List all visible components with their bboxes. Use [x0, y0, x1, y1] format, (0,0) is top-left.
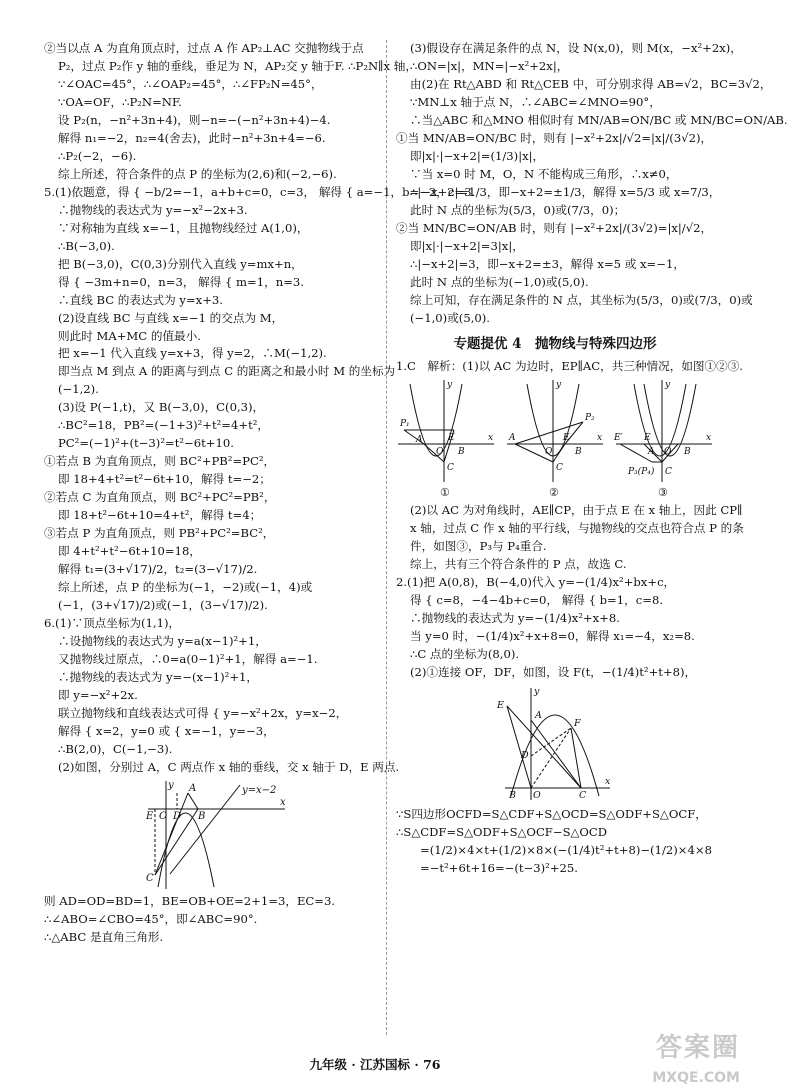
text-line: ∴B(2,0)，C(−1,−3).	[58, 741, 173, 756]
text-line: 6.(1)∵顶点坐标为(1,1)，	[44, 616, 181, 630]
fig2b-label: x	[605, 776, 611, 788]
text-line: (2)①连接 OF，DF，如图，设 F(t，−(1/4)t²+t+8)，	[410, 665, 697, 680]
fig3-label: y	[665, 380, 671, 391]
text-line: (2)以 AC 为对角线时，AE∥CP，由于点 E 在 x 轴上，因此 CP∥	[410, 503, 743, 518]
fig6-label: y	[168, 779, 174, 791]
text-line: 件，如图③，P₃与 P₄重合.	[410, 539, 547, 554]
text-line: ∵OA=OF，∴P₂N=NF.	[58, 94, 182, 109]
fig6-label: C	[146, 872, 154, 884]
text-line: x 轴，过点 C 作 x 轴的平行线，与抛物线的交点也符合点 P 的条	[410, 521, 744, 536]
fig6-label: y=x−2	[242, 784, 277, 796]
fig3-caption: ③	[658, 486, 668, 500]
text-line: 则此时 MA+MC 的值最小.	[58, 328, 201, 343]
section-heading: 专题提优 4 抛物线与特殊四边形	[453, 335, 657, 352]
fig2b-label: y	[534, 686, 540, 698]
fig3-label: O	[664, 447, 672, 458]
text-line: ∴直线 BC 的表达式为 y=x+3.	[58, 292, 223, 307]
fig3-label: E′	[614, 433, 623, 444]
text-line: (2)设直线 BC 与直线 x=−1 的交点为 M，	[58, 310, 284, 325]
text-line: ∵对称轴为直线 x=−1，且抛物线经过 A(1,0)，	[58, 220, 309, 235]
fig2b-label: O	[533, 790, 541, 802]
right-column	[396, 40, 788, 878]
text-line: 1.C 解析：(1)以 AC 为边时，EP∥AC，共三种情况，如图①②③.	[396, 359, 743, 374]
text-line: 即 18+4+t²=t²−6t+10，解得 t=−2；	[58, 472, 271, 487]
fig3-label: C	[665, 467, 672, 478]
fig1-label: P₁	[400, 419, 410, 430]
fig1-label: C	[447, 463, 454, 474]
text-line: (−1,0)或(5,0).	[410, 310, 490, 325]
text-line: ③若点 P 为直角顶点，则 PB²+PC²=BC²，	[44, 526, 275, 541]
fig2-label: x	[597, 433, 603, 444]
text-line: ∴抛物线的表达式为 y=−(1/4)x²+x+8.	[410, 611, 620, 626]
watermark-url: MXQE.COM	[652, 1070, 740, 1087]
fig1-label: x	[488, 433, 494, 444]
text-line: ∵MN⊥x 轴于点 N，∴∠ABC=∠MNO=90°，	[410, 94, 661, 109]
fig1-label: y	[447, 380, 453, 391]
fig1-label: B	[458, 447, 465, 458]
right-top-lines	[396, 40, 788, 328]
text-line: ②当以点 A 为直角顶点时，过点 A 作 AP₂⊥AC 交抛物线于点	[44, 41, 364, 55]
text-line: (−1,2).	[58, 382, 99, 397]
fig1-label: A	[416, 435, 423, 446]
figure-problem2	[495, 684, 615, 804]
fig2b-label: D	[521, 750, 529, 762]
text-line: =−t²+6t+16=−(t−3)²+25.	[420, 860, 578, 875]
text-line: 综上所述，点 P 的坐标为(−1，−2)或(−1，4)或	[58, 580, 313, 595]
fig6-label: O	[159, 810, 168, 822]
figure-problem6	[140, 779, 290, 891]
text-line: ②当 MN/BC=ON/AB 时，则有 |−x²+2x|/(3√2)=|x|/√2，	[396, 220, 713, 235]
text-line: ①当 MN/AB=ON/BC 时，则有 |−x²+2x|/√2=|x|/(3√2)，	[396, 130, 713, 145]
text-line: 5.(1)依题意，得 { −b/2=−1，a+b+c=0，c=3， 解得 { a=−1，b=−2，c=3.	[44, 184, 476, 199]
text-line: 得 { −3m+n=0，n=3， 解得 { m=1，n=3.	[58, 274, 304, 289]
right-mid-lines-2	[396, 502, 744, 682]
text-line: ∴BC²=18，PB²=(−1+3)²+t²=4+t²，	[58, 418, 269, 433]
text-line: 联立抛物线和直线表达式可得 { y=−x²+2x，y=x−2，	[58, 705, 348, 720]
text-line: 又抛物线过原点，∴0=a(0−1)²+1，解得 a=−1.	[58, 651, 318, 666]
text-line: ∴ON=|x|，MN=|−x²+2x|，	[410, 58, 569, 73]
fig6-label: B	[198, 810, 206, 822]
text-line: 设 P₂(n，−n²+3n+4)，则−n=−(−n²+3n+4)−4.	[58, 112, 331, 127]
text-line: 则 AD=OD=BD=1，BE=OB+OE=2+1=3，EC=3.	[44, 893, 336, 908]
figure-row-1-2-3	[396, 378, 714, 500]
text-line: 即当点 M 到点 A 的距离与到点 C 的距离之和最小时 M 的坐标为	[58, 364, 396, 379]
text-line: =(1/2)×4×t+(1/2)×8×(−(1/4)t²+t+8)−(1/2)×4×8	[420, 843, 712, 858]
fig3-label: B	[684, 447, 691, 458]
fig6-label: E	[146, 810, 154, 822]
fig2-label: C	[556, 463, 563, 474]
fig2-label: O	[545, 447, 553, 458]
text-line: ∴设抛物线的表达式为 y=a(x−1)²+1，	[58, 633, 267, 648]
fig2b-label: F	[574, 718, 581, 730]
text-line: 2.(1)把 A(0,8)，B(−4,0)代入 y=−(1/4)x²+bx+c，	[396, 575, 676, 590]
fig2-label: B	[575, 447, 582, 458]
text-line: 此时 N 点的坐标为(5/3，0)或(7/3，0)；	[410, 202, 626, 217]
left-tail-lines	[44, 893, 386, 947]
text-line: ∴S△CDF=S△ODF+S△OCF−S△OCD	[396, 825, 608, 840]
figure-2	[505, 378, 605, 500]
figure-1	[396, 378, 496, 500]
fig1-label: O	[436, 447, 444, 458]
text-line: 解得 n₁=−2，n₂=4(舍去)，此时−n²+3n+4=−6.	[58, 130, 326, 145]
text-line: 把 B(−3,0)，C(0,3)分别代入直线 y=mx+n，	[58, 256, 303, 271]
text-line: ∴当△ABC 和△MNO 相似时有 MN/AB=ON/BC 或 MN/BC=ON/AB.	[410, 112, 788, 127]
fig6-label: x	[280, 796, 286, 808]
text-line: 由(2)在 Rt△ABD 和 Rt△CEB 中，可分别求得 AB=√2，BC=3√2，	[410, 76, 772, 91]
page-footer: 九年级 · 江苏国标 · 76	[309, 1057, 441, 1072]
text-line: ∴∠ABO=∠CBO=45°，即∠ABC=90°.	[44, 911, 258, 926]
text-line: ∴抛物线的表达式为 y=−(x−1)²+1，	[58, 669, 259, 684]
text-line: 即 18+t²−6t+10=4+t²，解得 t=4；	[58, 508, 262, 523]
fig2b-label: B	[509, 790, 516, 802]
text-line: ∴抛物线的表达式为 y=−x²−2x+3.	[58, 202, 248, 217]
text-line: ∴C 点的坐标为(8,0).	[410, 647, 520, 662]
fig1-label: E	[448, 433, 455, 444]
text-line: 把 x=−1 代入直线 y=x+3，得 y=2，∴M(−1,2).	[58, 346, 327, 361]
fig3-label: x	[706, 433, 712, 444]
right-tail-lines	[396, 806, 714, 878]
text-line: P₂，过点 P₂作 y 轴的垂线，垂足为 N，AP₂交 y 轴于F. ∴P₂N∥x 轴，	[58, 58, 417, 73]
fig2b-label: C	[579, 790, 587, 802]
fig6-label: D	[173, 810, 182, 822]
text-line: (−1，(3+√17)/2)或(−1，(3−√17)/2).	[58, 598, 268, 613]
text-line: 解得 { x=2，y=0 或 { x=−1，y=−3，	[58, 723, 275, 738]
text-line: 综上，共有三个符合条件的 P 点，故选 C.	[410, 557, 627, 572]
text-line: ∵当 x=0 时 M，O，N 不能构成三角形，∴x≠0，	[410, 166, 678, 181]
text-line: (3)假设存在满足条件的点 N，设 N(x,0)，则 M(x，−x²+2x)，	[410, 41, 742, 55]
text-line: 综上所述，符合条件的点 P 的坐标为(2,6)和(−2,−6).	[58, 166, 337, 181]
fig2b-label: E	[497, 700, 504, 712]
text-line: 即 4+t²+t²−6t+10=18，	[58, 544, 201, 559]
text-line: 即 y=−x²+2x.	[58, 687, 138, 702]
text-line: ①若点 B 为直角顶点，则 BC²+PB²=PC²，	[44, 454, 276, 469]
text-line: ∴|−x+2|=3，即−x+2=±3，解得 x=5 或 x=−1，	[410, 256, 685, 271]
text-line: (2)如图，分别过 A，C 两点作 x 轴的垂线，交 x 轴于 D，E 两点.	[58, 759, 400, 774]
fig3-label: A	[648, 447, 655, 458]
text-line: 此时 N 点的坐标为(−1,0)或(5,0).	[410, 274, 589, 289]
fig3-label: E	[644, 433, 651, 444]
text-line: (3)设 P(−1,t)，又 B(−3,0)，C(0,3)，	[58, 400, 265, 415]
figure-3	[614, 378, 714, 500]
text-line: ②若点 C 为直角顶点，则 BC²+PC²=PB²，	[44, 490, 276, 505]
fig2-label: A	[509, 433, 516, 444]
fig2b-label: A	[535, 710, 542, 722]
text-line: ∴P₂(−2，−6).	[58, 148, 137, 163]
text-line: 得 { c=8，−4−4b+c=0， 解得 { b=1，c=8.	[410, 593, 664, 608]
fig3-label: P₃(P₄)	[628, 467, 655, 478]
text-line: 综上可知，存在满足条件的 N 点，其坐标为(5/3，0)或(7/3，0)或	[410, 292, 753, 307]
text-line: ∴|−x+2|=1/3，即−x+2=±1/3，解得 x=5/3 或 x=7/3，	[410, 184, 721, 199]
text-line: PC²=(−1)²+(t−3)²=t²−6t+10.	[58, 436, 234, 451]
watermark-text: 答案圈	[655, 1033, 740, 1063]
text-line: ∴△ABC 是直角三角形.	[44, 929, 164, 944]
text-line: 解得 t₁=(3+√17)/2，t₂=(3−√17)/2.	[58, 562, 258, 577]
fig6-label: A	[189, 782, 197, 794]
fig2-label: y	[556, 380, 562, 391]
text-line: 当 y=0 时，−(1/4)x²+x+8=0，解得 x₁=−4，x₂=8.	[410, 629, 695, 644]
right-mid-lines	[396, 358, 743, 376]
text-line: ∵S四边形OCFD=S△CDF+S△OCD=S△ODF+S△OCF，	[396, 807, 707, 822]
fig1-caption: ①	[440, 486, 450, 500]
text-line: ∵∠OAC=45°，∴∠OAP₂=45°，∴∠FP₂N=45°，	[58, 76, 323, 91]
text-line: ∴B(−3,0).	[58, 238, 115, 253]
text-line: 即|x|·|−x+2|=3|x|，	[410, 238, 524, 253]
fig2-caption: ②	[549, 486, 559, 500]
fig2-label: P₂	[585, 413, 595, 424]
text-line: 即|x|·|−x+2|=(1/3)|x|，	[410, 148, 545, 163]
watermark-logo	[652, 1028, 740, 1090]
fig2-label: E	[563, 433, 570, 444]
